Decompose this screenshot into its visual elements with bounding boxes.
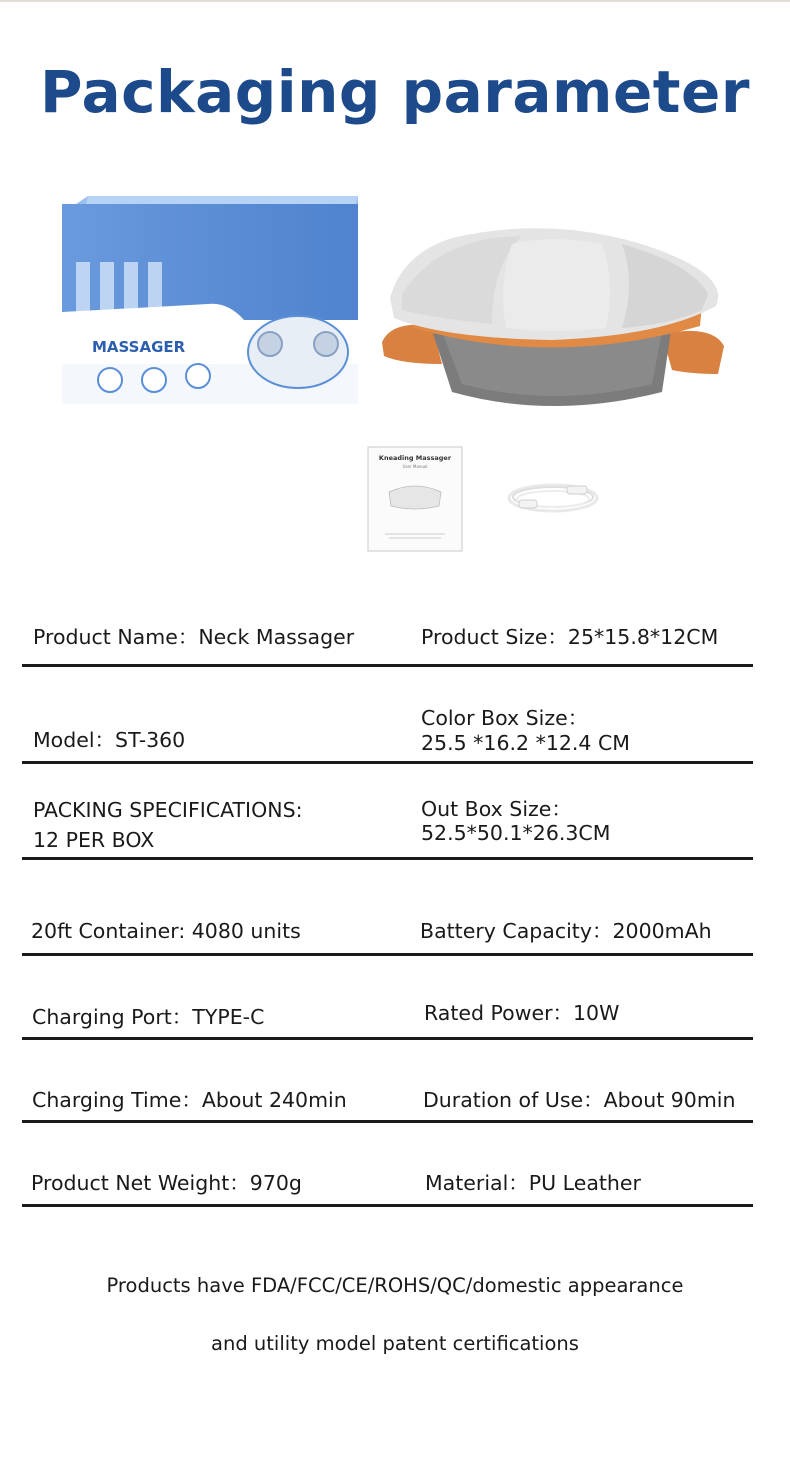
color-box-size-label: Color Box Size： <box>421 706 589 730</box>
certification-note-line2: and utility model patent certifications <box>211 1332 579 1355</box>
manual-subtitle: User Manual <box>402 464 428 469</box>
model: Model：ST-360 <box>33 728 186 752</box>
out-box-size-value: 52.5*50.1*26.3CM <box>421 821 611 845</box>
charging-time: Charging Time：About 240min <box>32 1088 347 1112</box>
box-text-line1: NECK <box>86 320 132 338</box>
out-box-size-label: Out Box Size： <box>421 797 572 821</box>
color-box-size-value: 25.5 *16.2 *12.4 CM <box>421 731 630 755</box>
user-manual-image <box>367 446 463 552</box>
page-title: Packaging parameter <box>40 58 750 126</box>
color-box-image <box>58 194 360 406</box>
product-name: Product Name：Neck Massager <box>33 625 355 649</box>
packing-specifications-label: PACKING SPECIFICATIONS: <box>33 798 303 822</box>
usb-cable-image <box>505 480 605 514</box>
neck-massager-image <box>372 224 732 414</box>
manual-title: Kneading Massager <box>378 454 452 462</box>
box-text-line2: MASSAGER <box>92 338 186 356</box>
material: Material：PU Leather <box>425 1171 641 1195</box>
charging-port: Charging Port：TYPE-C <box>32 1005 265 1029</box>
certification-note-line1: Products have FDA/FCC/CE/ROHS/QC/domestic appearance <box>106 1274 684 1297</box>
top-divider <box>0 0 790 2</box>
rated-power: Rated Power：10W <box>424 1001 620 1025</box>
container-capacity: 20ft Container: 4080 units <box>31 919 301 943</box>
battery-capacity: Battery Capacity：2000mAh <box>420 919 712 943</box>
product-size: Product Size：25*15.8*12CM <box>421 625 719 649</box>
duration-of-use: Duration of Use：About 90min <box>423 1088 736 1112</box>
product-net-weight: Product Net Weight：970g <box>31 1171 302 1195</box>
packing-specifications-value: 12 PER BOX <box>33 828 155 852</box>
